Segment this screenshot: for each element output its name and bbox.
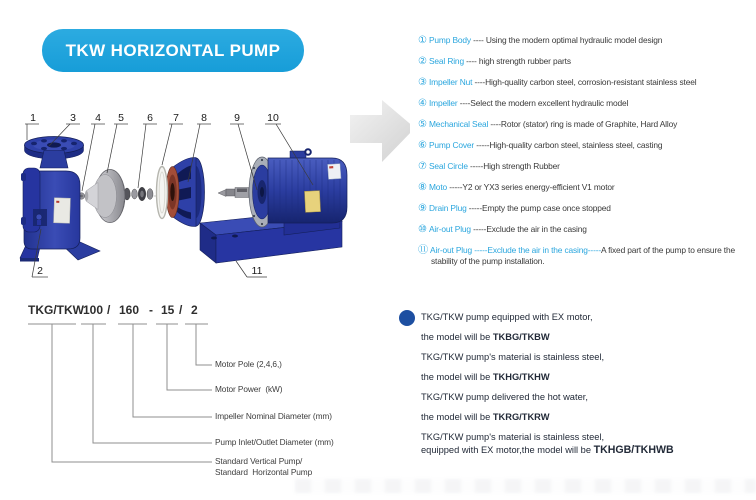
part-item bbox=[418, 140, 755, 151]
model-code-sep: / bbox=[107, 303, 111, 317]
svg-text:1: 1 bbox=[30, 112, 36, 124]
part-desc: ----Rotor (stator) ring is made of Graphite, Hard Alloy bbox=[488, 119, 678, 129]
circled-number: ⑥ bbox=[418, 140, 427, 151]
part-name: Mechanical Seal bbox=[428, 119, 489, 129]
note-line: TKG/TKW pump equipped with EX motor, bbox=[421, 312, 593, 322]
part-name: Pump Body bbox=[428, 35, 471, 45]
model-code-inlet: 100 bbox=[83, 303, 104, 317]
impeller bbox=[85, 170, 125, 223]
note-line: the model will be TKHG/TKHW bbox=[421, 372, 550, 382]
mechanical-seal bbox=[124, 187, 153, 201]
circled-number: ② bbox=[418, 56, 427, 67]
model-code-series: TKG/TKW bbox=[28, 303, 84, 317]
part-desc: ---- high strength rubber parts bbox=[463, 56, 571, 66]
seal-circle bbox=[157, 167, 168, 219]
label-inlet-outlet-diameter: Pump Inlet/Outlet Diameter (mm) bbox=[215, 437, 334, 447]
part-desc: -----High strength Rubber bbox=[467, 161, 560, 171]
circled-number: ③ bbox=[418, 77, 427, 88]
right-arrow-icon bbox=[350, 100, 410, 162]
label-motor-power: Motor Power (kW) bbox=[215, 384, 283, 394]
circled-number: ⑪ bbox=[418, 245, 429, 256]
part-desc: ---- Using the modern optimal hydraulic model design bbox=[470, 35, 663, 45]
label-standard-vertical: Standard Vertical Pump/ bbox=[215, 456, 303, 466]
part-desc: -----Empty the pump case once stopped bbox=[466, 203, 611, 213]
part-item bbox=[418, 161, 755, 172]
part-desc: -----High-quality carbon steel, stainless steel, casting bbox=[474, 140, 663, 150]
part-name: Seal Circle bbox=[428, 161, 468, 171]
svg-text:3: 3 bbox=[70, 112, 76, 124]
part-item bbox=[418, 56, 755, 67]
part-name: Moto bbox=[428, 182, 448, 192]
part-desc: -----Y2 or YX3 series energy-efficient V1 motor bbox=[447, 182, 615, 192]
bullet-icon bbox=[399, 310, 415, 326]
part-item bbox=[418, 182, 755, 193]
model-code-power: 15 bbox=[161, 303, 175, 317]
svg-text:8: 8 bbox=[201, 112, 207, 124]
svg-text:9: 9 bbox=[234, 112, 240, 124]
circled-number: ④ bbox=[418, 98, 427, 109]
circled-number: ⑨ bbox=[418, 203, 427, 214]
label-motor-pole: Motor Pole (2,4,6,) bbox=[215, 359, 282, 369]
part-name: Pump Cover bbox=[428, 140, 475, 150]
part-name: Impeller Nut bbox=[428, 77, 473, 87]
part-item bbox=[418, 203, 755, 214]
note-line: equipped with EX motor,the model will be TKHGB/TKHWB bbox=[421, 444, 674, 456]
part-name: Seal Ring bbox=[428, 56, 464, 66]
faint-watermark bbox=[295, 479, 756, 493]
part-desc: A fixed part of the pump to ensure the stability of the pump installation. bbox=[431, 245, 735, 267]
part-item: ⑪ Air-out Plug -----Exclude the air in the casing-----A fixed part of the pump to ensure the stability of the pump installation. bbox=[418, 245, 735, 267]
model-code-dash: - bbox=[149, 303, 153, 317]
page-title: TKW HORIZONTAL PUMP bbox=[65, 40, 281, 60]
svg-text:4: 4 bbox=[95, 112, 101, 124]
motor-label-white bbox=[328, 164, 342, 180]
label-impeller-diameter: Impeller Nominal Diameter (mm) bbox=[215, 411, 332, 421]
model-code-impeller: 160 bbox=[119, 303, 140, 317]
circled-number: ⑩ bbox=[418, 224, 427, 235]
part-item bbox=[418, 224, 755, 235]
part-item bbox=[418, 35, 755, 46]
note-line: TKG/TKW pump delivered the hot water, bbox=[421, 392, 588, 402]
part-name: Impeller bbox=[428, 98, 458, 108]
part-desc: ----High-quality carbon steel, corrosion-resistant stainless steel bbox=[472, 77, 697, 87]
body-label bbox=[54, 198, 71, 224]
part-item bbox=[418, 119, 755, 130]
note-line: TKG/TKW pump's material is stainless steel, bbox=[421, 352, 605, 362]
svg-text:10: 10 bbox=[267, 112, 279, 124]
part-desc: ----Select the modern excellent hydraulic model bbox=[457, 98, 629, 108]
parts-list bbox=[418, 35, 755, 276]
part-item bbox=[418, 77, 755, 88]
model-code-sep2: / bbox=[179, 303, 183, 317]
part-name: Air-out Plug bbox=[430, 245, 473, 255]
note-line: the model will be TKRG/TKRW bbox=[421, 412, 550, 422]
model-code-pole: 2 bbox=[191, 303, 198, 317]
circled-number: ① bbox=[418, 35, 427, 46]
svg-text:5: 5 bbox=[118, 112, 124, 124]
label-standard-horizontal: Standard Horizontal Pump bbox=[215, 467, 313, 477]
svg-text:2: 2 bbox=[37, 265, 43, 277]
motor-nameplate-yellow bbox=[304, 191, 320, 213]
circled-number: ⑧ bbox=[418, 182, 427, 193]
model-code-connectors bbox=[20, 295, 220, 475]
note-line: TKG/TKW pump's material is stainless steel, bbox=[421, 432, 605, 442]
exploded-pump-diagram bbox=[10, 95, 410, 295]
part-desc: -----Exclude the air in the casing bbox=[470, 224, 587, 234]
pump-cover bbox=[166, 158, 205, 227]
svg-text:6: 6 bbox=[147, 112, 153, 124]
part-name: Air-out Plug bbox=[428, 224, 471, 234]
drain-plug bbox=[36, 214, 42, 220]
circled-number: ⑦ bbox=[418, 161, 427, 172]
note-line: the model will be TKBG/TKBW bbox=[421, 332, 550, 342]
svg-text:11: 11 bbox=[251, 265, 263, 277]
part-item bbox=[418, 98, 755, 109]
part-name: Drain Plug bbox=[428, 203, 467, 213]
model-notes bbox=[421, 312, 754, 465]
svg-text:7: 7 bbox=[173, 112, 179, 124]
circled-number: ⑤ bbox=[418, 119, 427, 130]
title-banner bbox=[42, 29, 304, 72]
